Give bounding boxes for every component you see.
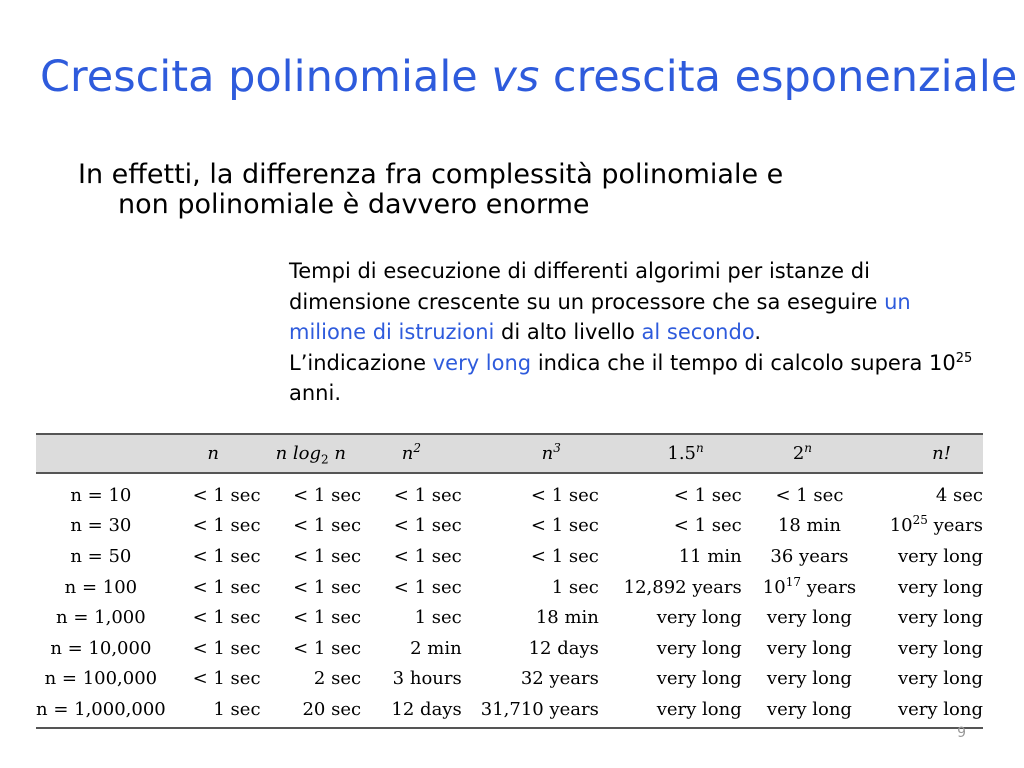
header-text: n: [541, 443, 554, 464]
table-cell: 2 sec: [313, 668, 362, 690]
table-cell: 1 sec: [414, 607, 462, 629]
table-cell: very long: [897, 545, 983, 567]
table-cell: < 1 sec: [393, 545, 462, 567]
table-row: [36, 694, 983, 728]
header-superscript: 2: [413, 441, 422, 455]
table-cell: < 1 sec: [530, 515, 599, 537]
column-header-3: [361, 434, 462, 473]
header-text: 1.5: [667, 443, 697, 464]
row-label: n = 100: [64, 576, 138, 598]
table-cell: very long: [766, 637, 852, 659]
table-cell: < 1 sec: [293, 545, 362, 567]
table-cell: 32 years: [520, 668, 599, 690]
table-cell: very long: [599, 694, 742, 728]
column-header-7: [863, 434, 983, 473]
caption-text-6: anni.: [289, 381, 341, 405]
table-cell: 1 sec: [551, 576, 599, 598]
table-cell: < 1 sec: [192, 484, 261, 506]
table-row: [36, 664, 983, 695]
table-cell: [863, 511, 983, 542]
table-cell: 12,892 years: [623, 576, 742, 598]
header-subscript: 2: [321, 452, 329, 467]
row-label: n = 1,000,000: [36, 694, 166, 728]
table-cell: 12 days: [361, 694, 462, 728]
table-cell: < 1 sec: [192, 576, 261, 598]
table-cell: very long: [656, 668, 742, 690]
column-header-5: [599, 434, 742, 473]
table-cell: < 1 sec: [293, 515, 362, 537]
table-cell: very long: [656, 607, 742, 629]
row-label: n = 1,000: [56, 607, 146, 629]
caption-highlight-very-long: very long: [432, 350, 532, 375]
column-header-2: [261, 434, 362, 473]
slide-title: [40, 52, 1017, 102]
caption-text-2: di alto livello: [494, 320, 642, 344]
caption-text-3: .: [754, 320, 761, 344]
table-cell: very long: [863, 694, 983, 728]
table-cell: < 1 sec: [293, 484, 362, 506]
table-cell: [742, 572, 863, 603]
table-cell: very long: [656, 637, 742, 659]
table-cell: 18 min: [535, 607, 599, 629]
header-superscript: n: [804, 441, 813, 455]
table-header-row: [36, 434, 983, 473]
header-text: n: [401, 443, 414, 464]
table-cell: < 1 sec: [293, 637, 362, 659]
title-part-1: Crescita polinomiale: [40, 52, 492, 102]
table-cell: very long: [897, 668, 983, 690]
table-cell: < 1 sec: [673, 484, 742, 506]
table-cell: < 1 sec: [775, 484, 844, 506]
table-cell: 2 min: [410, 637, 462, 659]
table-cell: very long: [766, 668, 852, 690]
table-cell: < 1 sec: [192, 545, 261, 567]
title-part-3: crescita esponenziale: [539, 52, 1018, 102]
table-cell: 12 days: [528, 637, 599, 659]
intro-line-2: non polinomiale è davvero enorme: [118, 189, 590, 220]
table-cell: < 1 sec: [393, 515, 462, 537]
table-row: [36, 473, 983, 511]
header-tail: n: [328, 443, 346, 464]
row-label: n = 10,000: [50, 637, 152, 659]
table-cell: < 1 sec: [192, 515, 261, 537]
header-text: n!: [932, 443, 951, 464]
table-row: [36, 511, 983, 542]
table-cell: 20 sec: [261, 694, 362, 728]
table-cell: < 1 sec: [293, 607, 362, 629]
title-vs: vs: [491, 52, 540, 102]
table-row: [36, 572, 983, 603]
table-cell: 1 sec: [166, 694, 261, 728]
row-label: n = 100,000: [44, 668, 158, 690]
table-cell: < 1 sec: [530, 545, 599, 567]
table-cell: < 1 sec: [393, 576, 462, 598]
intro-bullet: [78, 160, 898, 220]
caption-highlight-second: al secondo: [641, 320, 755, 344]
header-superscript: 3: [553, 441, 561, 455]
power-value: $10^{25}$ years: [889, 513, 983, 537]
header-superscript: n: [696, 441, 704, 455]
caption-exponent: 25: [955, 350, 973, 366]
caption-text-4: L’indicazione: [289, 350, 433, 375]
table-cell: < 1 sec: [673, 515, 742, 537]
table-cell: < 1 sec: [530, 484, 599, 506]
column-header-1: [166, 434, 261, 473]
table-row: [36, 633, 983, 664]
table-cell: 3 hours: [392, 668, 462, 690]
table-cell: 31,710 years: [462, 694, 599, 728]
running-times-table: [36, 433, 983, 729]
column-header-4: [462, 434, 599, 473]
power-value: $10^{17}$ years: [762, 574, 857, 598]
header-text: n log: [275, 443, 322, 464]
row-label: n = 30: [70, 515, 132, 537]
row-label: n = 50: [70, 545, 132, 567]
table-cell: < 1 sec: [192, 637, 261, 659]
table-cell: 36 years: [770, 545, 849, 567]
table-cell: very long: [897, 607, 983, 629]
table-caption: [289, 256, 989, 409]
table-cell: very long: [766, 607, 852, 629]
table-cell: 4 sec: [935, 484, 983, 506]
header-text: n: [207, 443, 219, 464]
table-cell: < 1 sec: [393, 484, 462, 506]
intro-line-1: In effetti, la differenza fra complessità polinomiale e: [78, 159, 784, 190]
row-label: n = 10: [70, 484, 132, 506]
table-cell: < 1 sec: [293, 576, 362, 598]
page-number: 9: [957, 725, 966, 741]
column-header-0: [36, 434, 166, 473]
table-cell: 11 min: [678, 545, 742, 567]
header-text: 2: [792, 443, 805, 464]
caption-highlight-million: un milione di istruzioni: [289, 289, 911, 344]
table-cell: very long: [742, 694, 863, 728]
column-header-6: [742, 434, 863, 473]
table-cell: very long: [897, 576, 983, 598]
table-cell: < 1 sec: [192, 668, 261, 690]
table-row: [36, 602, 983, 633]
table-row: [36, 541, 983, 572]
table-cell: very long: [897, 637, 983, 659]
caption-text-1: Tempi di esecuzione di differenti algorimi per istanze di dimensione crescente su un processore che sa eseguire: [289, 259, 885, 314]
table-cell: 18 min: [777, 515, 841, 537]
caption-text-5: indica che il tempo di calcolo supera 10: [531, 350, 956, 375]
table-cell: < 1 sec: [192, 607, 261, 629]
